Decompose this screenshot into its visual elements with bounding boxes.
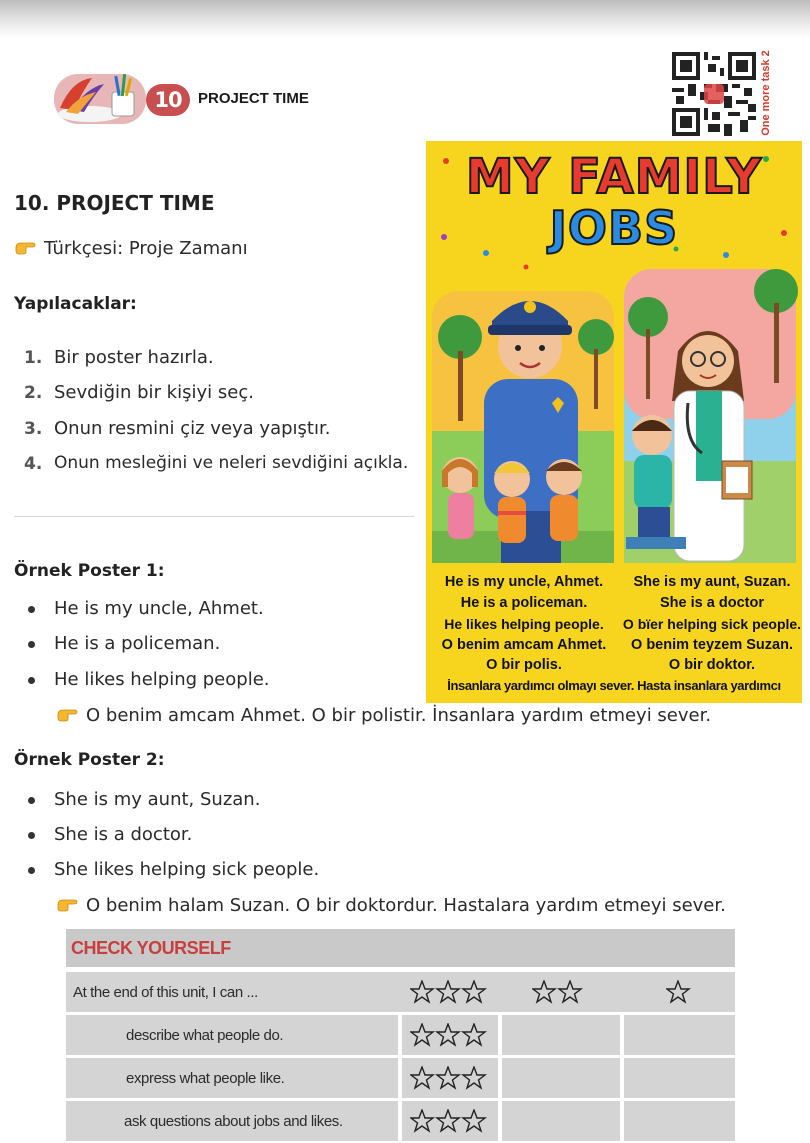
row-label: express what people like. [126, 1070, 285, 1087]
three-star-icon [410, 1023, 490, 1047]
poster-left-caption: O benim amcam Ahmet. [441, 637, 607, 653]
check-yourself-title: CHECK YOURSELF [71, 938, 231, 958]
poster-right-caption: O bïer helping sick people. [622, 616, 802, 632]
example1-bullet: He is a policeman. [54, 633, 221, 654]
pointing-hand-icon [56, 896, 78, 912]
header-title: PROJECT TIME [198, 90, 309, 107]
qr-caption-text: One more task 2 [760, 50, 772, 136]
step-number: 2. [24, 383, 43, 403]
poster-right-caption: She is a doctor [660, 595, 764, 611]
qr-caption [757, 48, 773, 138]
children-figures [442, 457, 582, 543]
two-star-cell[interactable] [502, 1015, 620, 1055]
poster-right-caption: O benim teyzem Suzan. [631, 637, 793, 653]
three-star-icon [410, 980, 490, 1004]
bullet-dot [28, 867, 35, 874]
poster-left-caption: He is my uncle, Ahmet. [444, 574, 604, 590]
row-label: describe what people do. [126, 1027, 284, 1044]
bullet-dot [28, 797, 35, 804]
poster-title-line2: JOBS [549, 201, 679, 255]
example2-bullet: She is my aunt, Suzan. [54, 789, 261, 810]
poster-right-caption: She is my aunt, Suzan. [633, 574, 791, 590]
step-number: 4. [24, 454, 43, 474]
example2-label: Örnek Poster 2: [14, 750, 165, 770]
unit-number-badge: 10 [146, 84, 190, 116]
top-gradient-bar [0, 0, 810, 38]
poster-left-caption: He is a policeman. [460, 595, 588, 611]
table-header-row [66, 972, 735, 1012]
poster-title-line1: MY FAMILY [465, 149, 763, 205]
lesson-header [52, 70, 352, 128]
bullet-dot [28, 832, 35, 839]
bullet-dot [28, 677, 35, 684]
two-star-cell[interactable] [502, 1101, 620, 1141]
check-yourself-table [66, 929, 736, 1141]
qr-code-icon[interactable] [672, 52, 756, 136]
pointing-hand-icon [14, 239, 36, 255]
example1-bullet: He likes helping people. [54, 669, 270, 690]
one-star-cell[interactable] [624, 1058, 735, 1098]
step-text: Sevdiğin bir kişiyi seç. [54, 382, 254, 403]
translation-text: Türkçesi: Proje Zamanı [44, 238, 248, 259]
row-label: ask questions about jobs and likes. [124, 1113, 343, 1130]
poster-bottom-line: İnsanlara yardımcı olmayı sever. Hasta insanlara yardımcı [447, 678, 781, 693]
table-row [66, 1058, 735, 1098]
example2-bullet: She is a doctor. [54, 824, 193, 845]
table-row [66, 1101, 735, 1141]
example1-bullet: He is my uncle, Ahmet. [54, 598, 264, 619]
poster-right-caption: O bir doktor. [668, 657, 756, 673]
step-number: 1. [24, 348, 43, 368]
example1-translation: O benim amcam Ahmet. O bir polistir. İnsanlara yardım etmeyi sever. [86, 705, 712, 726]
todo-label: Yapılacaklar: [14, 294, 137, 314]
bullet-dot [28, 641, 35, 648]
poster-left-caption: He likes helping people. [444, 616, 604, 632]
example1-label: Örnek Poster 1: [14, 561, 165, 581]
two-star-cell[interactable] [502, 1058, 620, 1098]
step-text: Onun mesleğini ve neleri sevdiğini açıkla. [54, 453, 409, 473]
example2-bullet: She likes helping sick people. [54, 859, 320, 880]
one-star-cell[interactable] [624, 1015, 735, 1055]
step-text: Onun resmini çiz veya yapıştır. [54, 418, 331, 439]
pointing-hand-icon [56, 706, 78, 722]
one-star-icon [666, 980, 692, 1004]
translation-line [14, 238, 248, 259]
two-star-icon [532, 980, 586, 1004]
section-divider [14, 516, 414, 517]
table-row [66, 1015, 735, 1055]
section-heading: 10. PROJECT TIME [14, 191, 215, 215]
check-yourself-header [66, 929, 735, 967]
header-label: At the end of this unit, I can ... [73, 984, 258, 1001]
bullet-dot [28, 606, 35, 613]
example2-translation: O benim halam Suzan. O bir doktordur. Hastalara yardım etmeyi sever. [86, 895, 726, 916]
family-jobs-poster [426, 141, 802, 703]
step-text: Bir poster hazırla. [54, 347, 214, 368]
example1-translation-line [56, 705, 711, 726]
one-star-cell[interactable] [624, 1101, 735, 1141]
step-number: 3. [24, 419, 43, 439]
poster-left-caption: O bir polis. [486, 657, 562, 673]
art-supplies-icon [52, 70, 147, 126]
three-star-icon [410, 1066, 490, 1090]
three-star-icon [410, 1109, 490, 1133]
example2-translation-line [56, 895, 726, 916]
